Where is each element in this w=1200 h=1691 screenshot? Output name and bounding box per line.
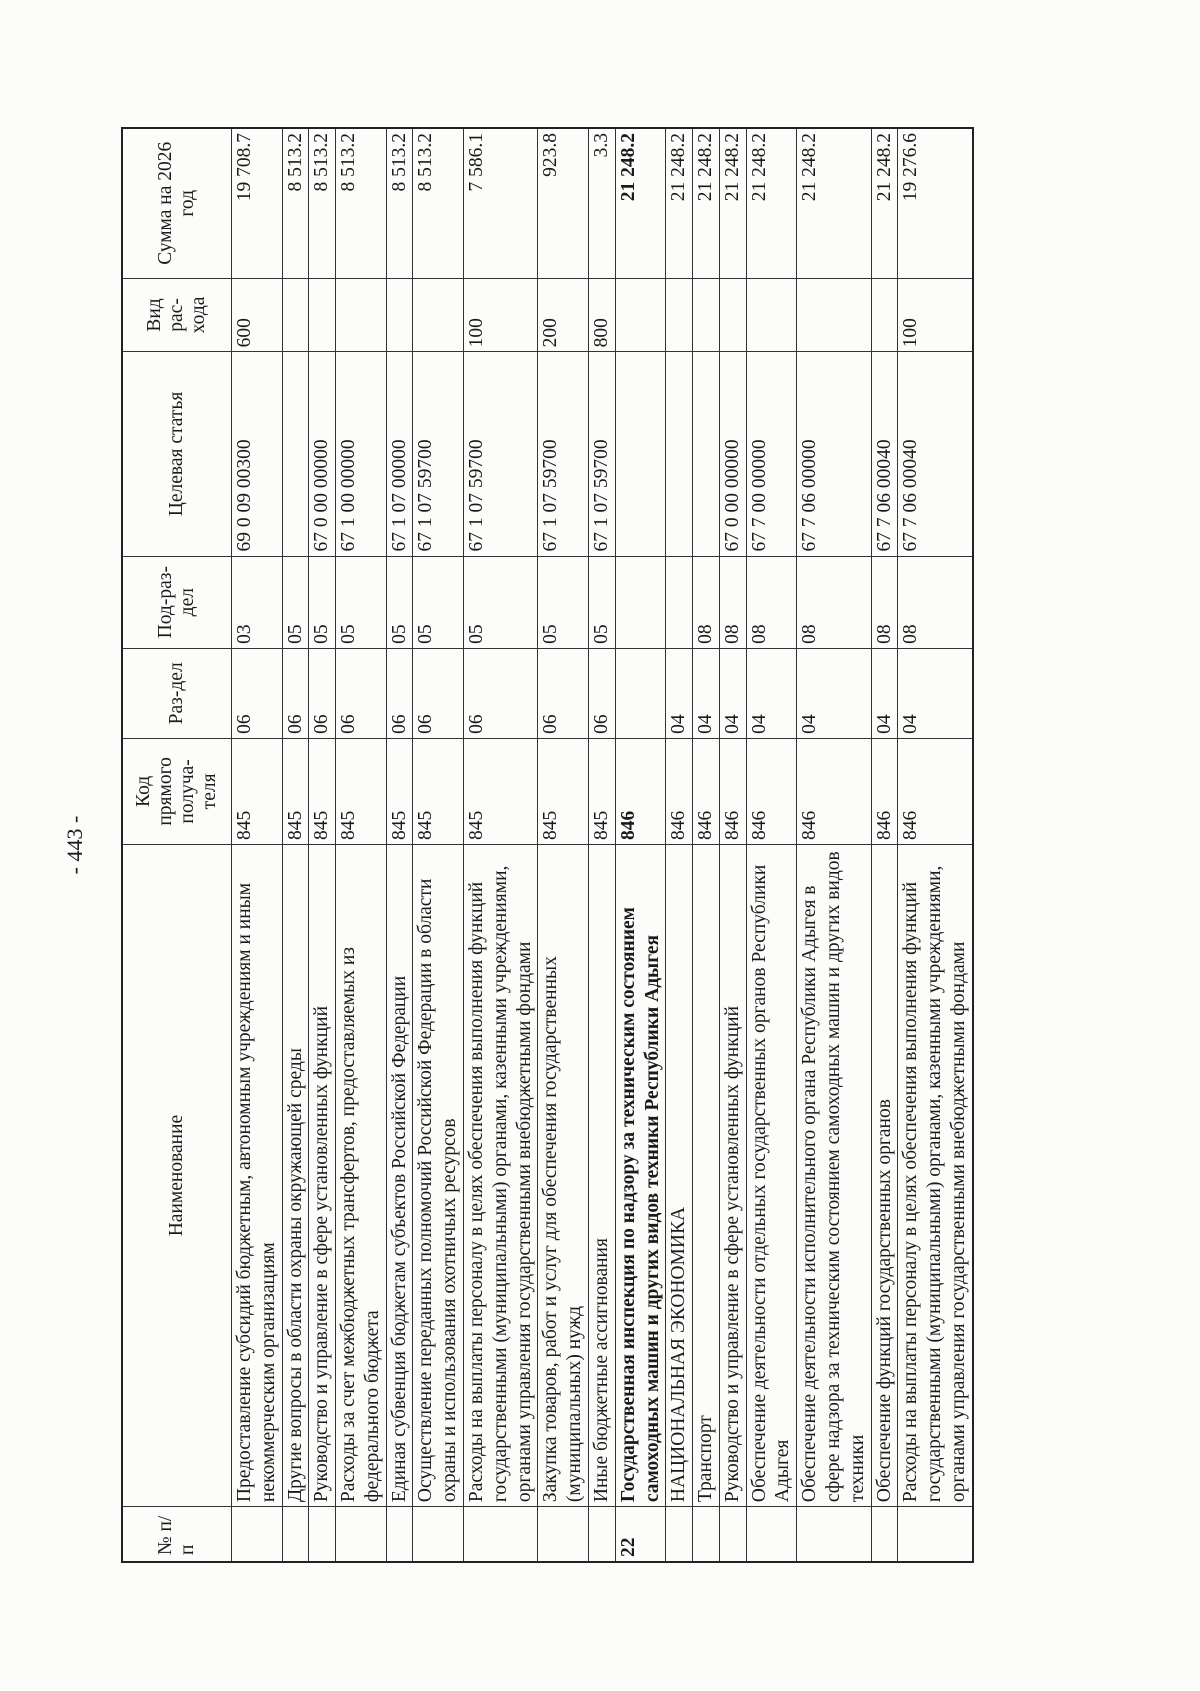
cell-razdel: 06 bbox=[588, 648, 615, 738]
cell-podrazdel: 05 bbox=[464, 556, 538, 648]
cell-razdel: 06 bbox=[413, 648, 464, 738]
table-header-row bbox=[122, 128, 232, 1562]
cell-celevaya bbox=[666, 352, 693, 556]
header-code: Код прямого получа-теля bbox=[122, 738, 232, 844]
cell-sum: 21 248.2 bbox=[693, 128, 720, 278]
cell-podrazdel bbox=[666, 556, 693, 648]
cell-vid bbox=[693, 278, 720, 352]
cell-vid: 200 bbox=[538, 278, 589, 352]
cell-num bbox=[666, 1507, 693, 1562]
cell-num bbox=[464, 1507, 538, 1562]
table-row bbox=[413, 128, 464, 1562]
cell-razdel: 04 bbox=[693, 648, 720, 738]
cell-celevaya: 67 1 00 00000 bbox=[336, 352, 387, 556]
cell-code: 845 bbox=[309, 738, 336, 844]
cell-vid bbox=[871, 278, 898, 352]
cell-num bbox=[797, 1507, 871, 1562]
cell-num bbox=[693, 1507, 720, 1562]
table-row bbox=[797, 128, 871, 1562]
cell-vid bbox=[282, 278, 309, 352]
cell-podrazdel: 05 bbox=[309, 556, 336, 648]
cell-code: 846 bbox=[615, 738, 666, 844]
table-row bbox=[464, 128, 538, 1562]
cell-num bbox=[898, 1507, 973, 1562]
cell-code: 845 bbox=[336, 738, 387, 844]
cell-vid bbox=[746, 278, 797, 352]
cell-podrazdel: 05 bbox=[588, 556, 615, 648]
cell-vid bbox=[797, 278, 871, 352]
cell-razdel: 04 bbox=[719, 648, 746, 738]
cell-vid: 800 bbox=[588, 278, 615, 352]
cell-name: Расходы на выплаты персоналу в целях обеспечения выполнения функций государственными (муниципальными) органами, казенными учреждениями, органами управления государственными внебюджетными фондами bbox=[898, 844, 973, 1506]
cell-code: 845 bbox=[464, 738, 538, 844]
cell-sum: 21 248.2 bbox=[719, 128, 746, 278]
table-row bbox=[386, 128, 413, 1562]
cell-sum: 8 513.2 bbox=[282, 128, 309, 278]
cell-celevaya: 67 1 07 00000 bbox=[386, 352, 413, 556]
cell-num bbox=[588, 1507, 615, 1562]
cell-code: 845 bbox=[386, 738, 413, 844]
cell-num: 22 bbox=[615, 1507, 666, 1562]
header-sum: Сумма на 2026 год bbox=[122, 128, 232, 278]
cell-celevaya: 69 0 09 00300 bbox=[232, 352, 283, 556]
cell-sum: 19 276.6 bbox=[898, 128, 973, 278]
cell-sum: 8 513.2 bbox=[309, 128, 336, 278]
header-vid: Вид рас-хода bbox=[122, 278, 232, 352]
cell-vid bbox=[336, 278, 387, 352]
cell-name: Обеспечение деятельности исполнительного органа Республики Адыгея в сфере надзора за техническим состоянием самоходных машин и других видов техники bbox=[797, 844, 871, 1506]
cell-razdel: 06 bbox=[309, 648, 336, 738]
cell-sum: 923.8 bbox=[538, 128, 589, 278]
cell-sum: 3.3 bbox=[588, 128, 615, 278]
cell-name: Руководство и управление в сфере установленных функций bbox=[309, 844, 336, 1506]
cell-name: Закупка товаров, работ и услуг для обеспечения государственных (муниципальных) нужд bbox=[538, 844, 589, 1506]
cell-sum: 21 248.2 bbox=[797, 128, 871, 278]
table-body bbox=[232, 128, 973, 1562]
cell-podrazdel bbox=[615, 556, 666, 648]
cell-vid bbox=[309, 278, 336, 352]
cell-code: 846 bbox=[746, 738, 797, 844]
budget-table bbox=[121, 127, 974, 1563]
cell-celevaya bbox=[282, 352, 309, 556]
cell-razdel: 06 bbox=[538, 648, 589, 738]
table-row bbox=[746, 128, 797, 1562]
cell-sum: 21 248.2 bbox=[746, 128, 797, 278]
cell-celevaya: 67 0 00 00000 bbox=[719, 352, 746, 556]
cell-podrazdel: 08 bbox=[719, 556, 746, 648]
cell-name: Расходы за счет межбюджетных трансфертов, предоставляемых из федерального бюджета bbox=[336, 844, 387, 1506]
cell-celevaya: 67 7 00 00000 bbox=[746, 352, 797, 556]
cell-name: Обеспечение функций государственных органов bbox=[871, 844, 898, 1506]
table-row bbox=[871, 128, 898, 1562]
cell-razdel: 06 bbox=[232, 648, 283, 738]
cell-celevaya: 67 1 07 59700 bbox=[464, 352, 538, 556]
cell-sum: 8 513.2 bbox=[336, 128, 387, 278]
header-podrazdel: Под-раз-дел bbox=[122, 556, 232, 648]
cell-razdel: 04 bbox=[797, 648, 871, 738]
cell-name: Другие вопросы в области охраны окружающей среды bbox=[282, 844, 309, 1506]
table-row bbox=[232, 128, 283, 1562]
cell-razdel: 06 bbox=[282, 648, 309, 738]
cell-num bbox=[282, 1507, 309, 1562]
cell-code: 845 bbox=[538, 738, 589, 844]
cell-code: 846 bbox=[871, 738, 898, 844]
cell-num bbox=[871, 1507, 898, 1562]
cell-razdel: 04 bbox=[666, 648, 693, 738]
cell-num bbox=[413, 1507, 464, 1562]
page-number: - 443 - bbox=[62, 815, 87, 875]
cell-razdel: 04 bbox=[871, 648, 898, 738]
cell-num bbox=[232, 1507, 283, 1562]
cell-name: Расходы на выплаты персоналу в целях обеспечения выполнения функций государственными (муниципальными) органами, казенными учреждениями, органами управления государственными внебюджетными фондами bbox=[464, 844, 538, 1506]
rotated-table-wrapper bbox=[121, 127, 1079, 1563]
table-row bbox=[309, 128, 336, 1562]
cell-vid bbox=[413, 278, 464, 352]
cell-name: Руководство и управление в сфере установленных функций bbox=[719, 844, 746, 1506]
cell-sum: 21 248.2 bbox=[871, 128, 898, 278]
cell-code: 845 bbox=[282, 738, 309, 844]
table-row bbox=[282, 128, 309, 1562]
cell-celevaya: 67 1 07 59700 bbox=[588, 352, 615, 556]
cell-code: 846 bbox=[693, 738, 720, 844]
cell-num bbox=[538, 1507, 589, 1562]
cell-name: Предоставление субсидий бюджетным, автономным учреждениям и иным некоммерческим организациям bbox=[232, 844, 283, 1506]
header-name: Наименование bbox=[122, 844, 232, 1506]
cell-razdel: 04 bbox=[898, 648, 973, 738]
cell-podrazdel: 08 bbox=[746, 556, 797, 648]
cell-podrazdel: 05 bbox=[538, 556, 589, 648]
table-row bbox=[719, 128, 746, 1562]
cell-celevaya: 67 0 00 00000 bbox=[309, 352, 336, 556]
cell-razdel: 06 bbox=[336, 648, 387, 738]
table-row bbox=[588, 128, 615, 1562]
cell-num bbox=[336, 1507, 387, 1562]
cell-code: 845 bbox=[588, 738, 615, 844]
cell-razdel: 06 bbox=[386, 648, 413, 738]
cell-celevaya: 67 7 06 00040 bbox=[898, 352, 973, 556]
cell-code: 845 bbox=[413, 738, 464, 844]
cell-sum: 21 248.2 bbox=[666, 128, 693, 278]
cell-code: 846 bbox=[666, 738, 693, 844]
cell-name: Единая субвенция бюджетам субъектов Российской Федерации bbox=[386, 844, 413, 1506]
cell-vid bbox=[386, 278, 413, 352]
cell-vid: 600 bbox=[232, 278, 283, 352]
cell-podrazdel: 08 bbox=[797, 556, 871, 648]
table-row bbox=[898, 128, 973, 1562]
cell-celevaya: 67 7 06 00040 bbox=[871, 352, 898, 556]
table-row bbox=[538, 128, 589, 1562]
cell-podrazdel: 05 bbox=[386, 556, 413, 648]
cell-name: НАЦИОНАЛЬНАЯ ЭКОНОМИКА bbox=[666, 844, 693, 1506]
cell-vid: 100 bbox=[464, 278, 538, 352]
cell-podrazdel: 05 bbox=[336, 556, 387, 648]
cell-celevaya bbox=[693, 352, 720, 556]
cell-podrazdel: 05 bbox=[413, 556, 464, 648]
cell-num bbox=[386, 1507, 413, 1562]
cell-celevaya: 67 1 07 59700 bbox=[538, 352, 589, 556]
cell-num bbox=[719, 1507, 746, 1562]
cell-celevaya bbox=[615, 352, 666, 556]
cell-code: 846 bbox=[797, 738, 871, 844]
cell-podrazdel: 08 bbox=[871, 556, 898, 648]
cell-name: Иные бюджетные ассигнования bbox=[588, 844, 615, 1506]
cell-vid bbox=[719, 278, 746, 352]
cell-name: Обеспечение деятельности отдельных государственных органов Республики Адыгея bbox=[746, 844, 797, 1506]
cell-code: 846 bbox=[898, 738, 973, 844]
cell-code: 846 bbox=[719, 738, 746, 844]
table-row bbox=[615, 128, 666, 1562]
cell-podrazdel: 08 bbox=[693, 556, 720, 648]
cell-name: Осуществление переданных полномочий Российской Федерации в области охраны и использования охотничьих ресурсов bbox=[413, 844, 464, 1506]
cell-vid: 100 bbox=[898, 278, 973, 352]
cell-name: Транспорт bbox=[693, 844, 720, 1506]
header-razdel: Раз-дел bbox=[122, 648, 232, 738]
cell-razdel bbox=[615, 648, 666, 738]
cell-sum: 7 586.1 bbox=[464, 128, 538, 278]
cell-num bbox=[309, 1507, 336, 1562]
cell-code: 845 bbox=[232, 738, 283, 844]
cell-podrazdel: 03 bbox=[232, 556, 283, 648]
cell-sum: 8 513.2 bbox=[386, 128, 413, 278]
table-row bbox=[693, 128, 720, 1562]
cell-celevaya: 67 1 07 59700 bbox=[413, 352, 464, 556]
table-row bbox=[666, 128, 693, 1562]
cell-sum: 8 513.2 bbox=[413, 128, 464, 278]
cell-podrazdel: 08 bbox=[898, 556, 973, 648]
table-row bbox=[336, 128, 387, 1562]
cell-podrazdel: 05 bbox=[282, 556, 309, 648]
cell-num bbox=[746, 1507, 797, 1562]
cell-sum: 21 248.2 bbox=[615, 128, 666, 278]
header-num: № п/п bbox=[122, 1507, 232, 1562]
cell-celevaya: 67 7 06 00000 bbox=[797, 352, 871, 556]
cell-razdel: 06 bbox=[464, 648, 538, 738]
cell-vid bbox=[666, 278, 693, 352]
cell-razdel: 04 bbox=[746, 648, 797, 738]
header-celevaya: Целевая статья bbox=[122, 352, 232, 556]
cell-sum: 19 708.7 bbox=[232, 128, 283, 278]
cell-name: Государственная инспекция по надзору за техническим состоянием самоходных машин и других видов техники Республики Адыгея bbox=[615, 844, 666, 1506]
cell-vid bbox=[615, 278, 666, 352]
